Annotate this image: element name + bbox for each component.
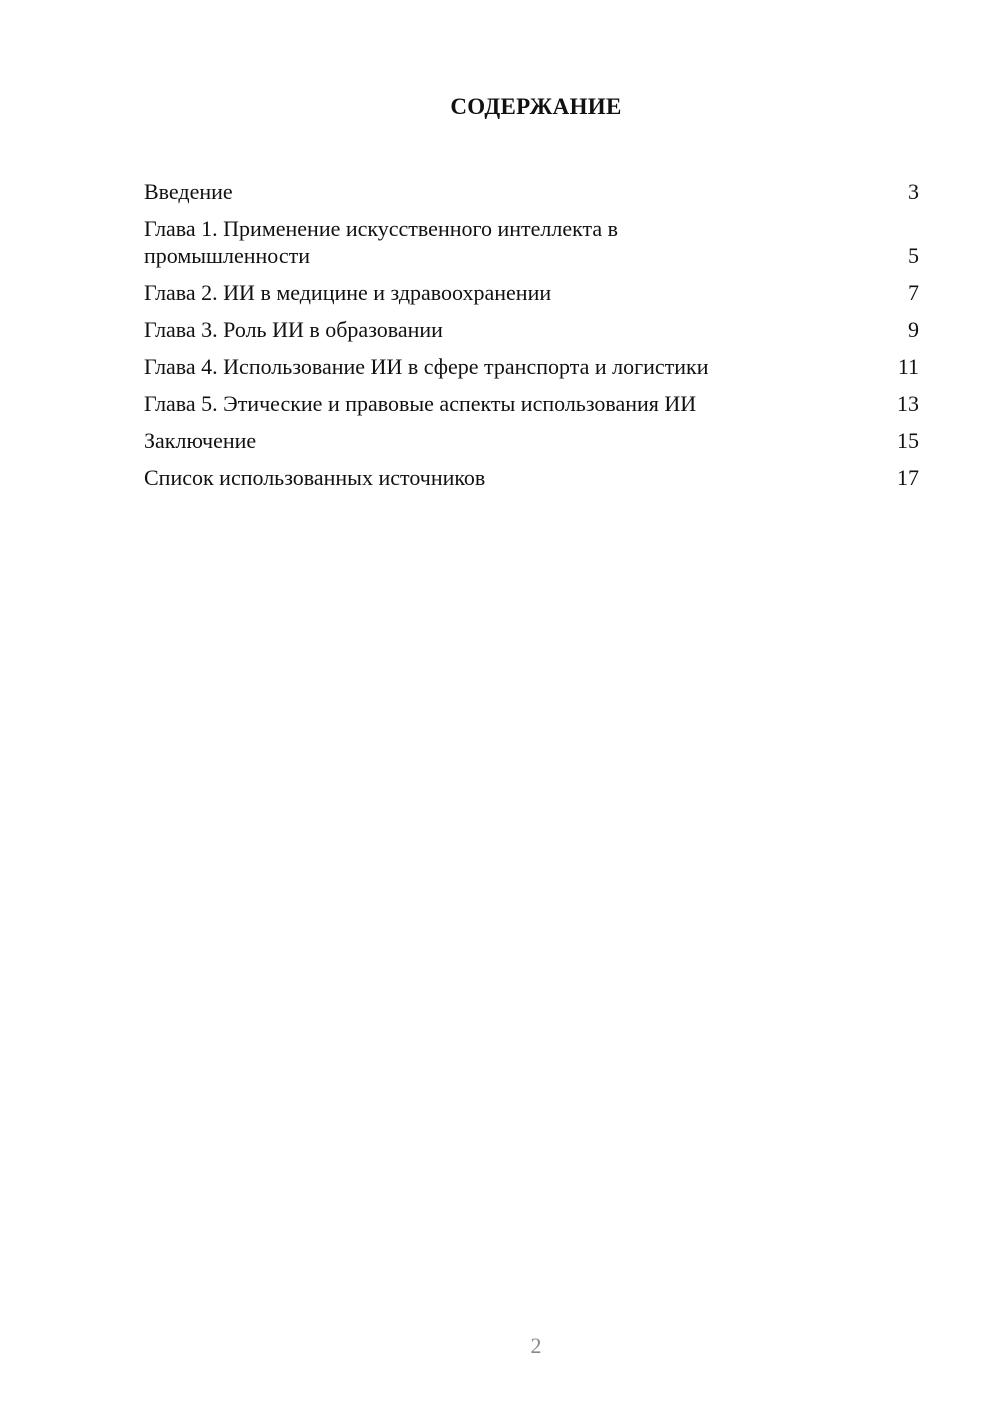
page-number: 2 xyxy=(530,1333,542,1358)
toc-entry-page: 5 xyxy=(908,243,919,268)
toc-entry-label: Список использованных источников xyxy=(144,465,486,490)
toc-entry-page: 7 xyxy=(908,280,919,305)
toc-entry-page: 15 xyxy=(897,428,919,453)
toc-entry-chapter-5 xyxy=(144,380,919,417)
toc-entry-page: 3 xyxy=(908,179,919,204)
toc-entry-introduction xyxy=(144,168,919,205)
toc-entry-page: 17 xyxy=(897,465,919,490)
toc-entry-page: 9 xyxy=(908,317,919,342)
toc-entry-chapter-2 xyxy=(144,269,919,306)
toc-entry-page: 13 xyxy=(897,391,919,416)
toc-heading: СОДЕРЖАНИЕ xyxy=(450,94,622,119)
toc-entry-label: Заключение xyxy=(144,428,257,453)
toc-entry-page: 11 xyxy=(897,354,919,379)
toc-entry-label: Введение xyxy=(144,179,233,204)
toc-entry-label: Глава 2. ИИ в медицине и здравоохранении xyxy=(144,280,552,305)
toc-entry-label: Глава 5. Этические и правовые аспекты использования ИИ xyxy=(144,391,697,416)
toc-entry-label: Глава 1. Применение искусственного интеллекта в промышленности xyxy=(144,216,619,268)
toc-entry-chapter-1 xyxy=(144,205,919,269)
toc-entry-label: Глава 3. Роль ИИ в образовании xyxy=(144,317,443,342)
toc-entry-label: Глава 4. Использование ИИ в сфере транспорта и логистики xyxy=(144,354,709,379)
table-of-contents xyxy=(144,168,919,491)
toc-entry-references xyxy=(144,454,919,491)
toc-entry-conclusion xyxy=(144,417,919,454)
toc-entry-chapter-4 xyxy=(144,343,919,380)
toc-entry-chapter-3 xyxy=(144,306,919,343)
